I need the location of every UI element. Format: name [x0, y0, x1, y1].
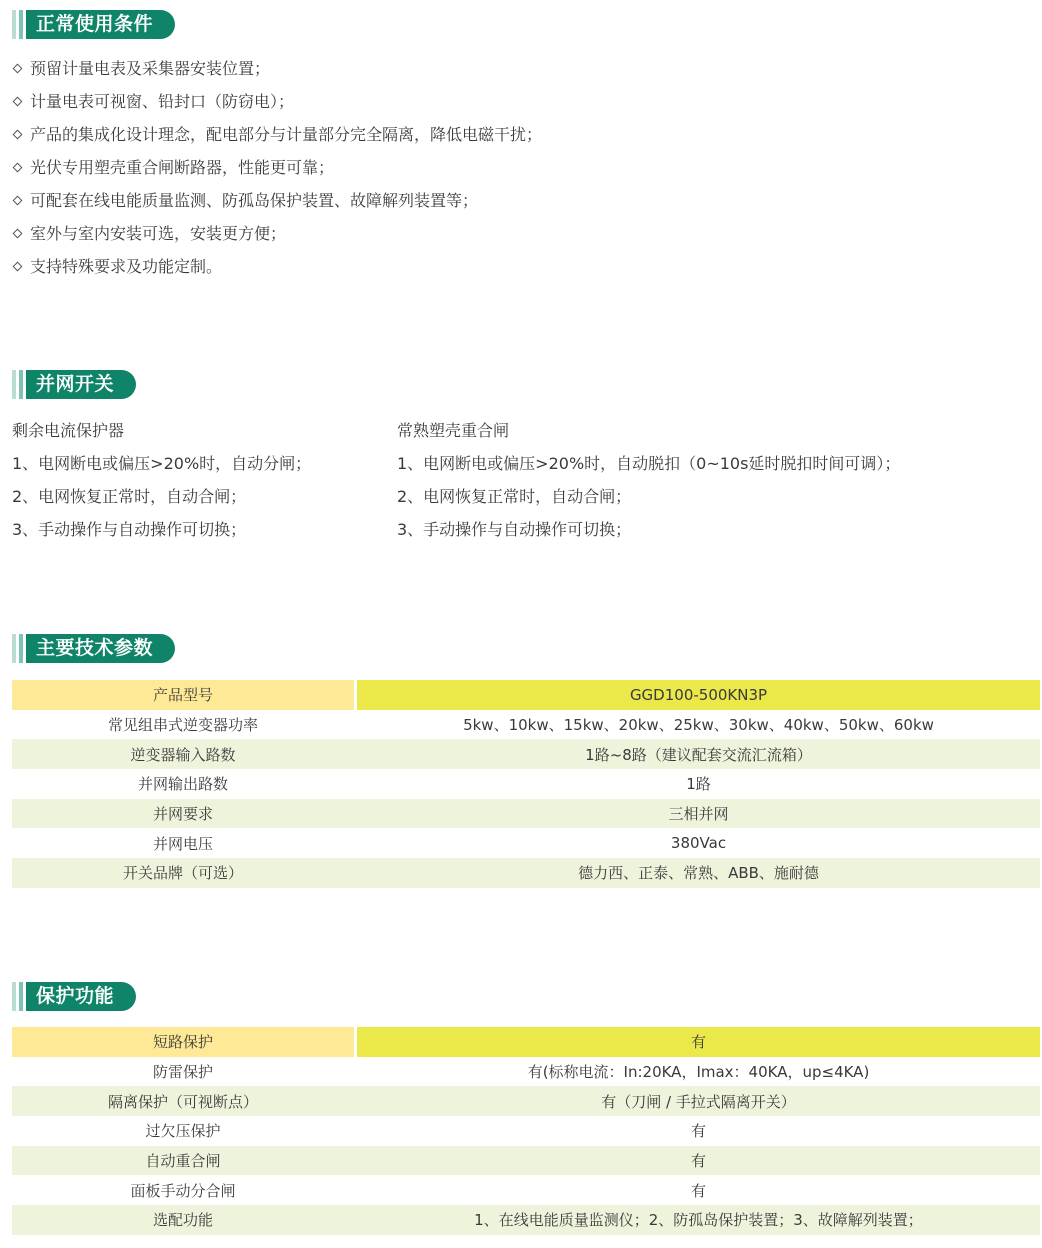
table-cell-value: 1路~8路（建议配套交流汇流箱） — [357, 739, 1040, 769]
section-title-label: 主要技术参数 — [26, 634, 175, 663]
table-cell-key: 逆变器输入路数 — [12, 739, 354, 769]
diamond-bullet-icon — [13, 130, 23, 140]
table-cell-value: 5kw、10kw、15kw、20kw、25kw、30kw、40kw、50kw、60kw — [463, 716, 934, 735]
table-cell-value: 有 — [357, 1027, 1040, 1057]
section-title-protection — [12, 982, 136, 1011]
table-row — [12, 1146, 1040, 1176]
switch-left-column — [12, 414, 311, 546]
table-cell-value: 有 — [357, 1146, 1040, 1176]
section-title-label: 正常使用条件 — [26, 10, 175, 39]
table-cell-value: 三相并网 — [357, 799, 1040, 829]
section-title-label: 并网开关 — [26, 370, 136, 399]
list-item: 预留计量电表及采集器安装位置； — [12, 52, 542, 85]
diamond-bullet-icon — [13, 229, 23, 239]
table-cell-key: 面板手动分合闸 — [130, 1181, 236, 1200]
switch-right-column — [397, 414, 900, 546]
table-row — [12, 1086, 1040, 1116]
list-item: 1、电网断电或偏压>20%时，自动分闸； — [12, 454, 312, 473]
list-item: 2、电网恢复正常时，自动合闸； — [12, 487, 247, 506]
table-cell-key: 并网输出路数 — [137, 775, 228, 794]
table-cell-key: 并网电压 — [152, 834, 213, 853]
table-row — [12, 858, 1040, 888]
list-item: 剩余电流保护器 — [12, 421, 125, 440]
list-item: 支持特殊要求及功能定制。 — [12, 250, 542, 283]
diamond-bullet-icon — [13, 97, 23, 107]
section-title-conditions — [12, 10, 175, 39]
title-stripes — [12, 982, 26, 1011]
table-row — [12, 1027, 1040, 1057]
list-item: 1、电网断电或偏压>20%时，自动脱扣（0~10s延时脱扣时间可调）； — [397, 454, 901, 473]
table-row — [12, 680, 1040, 710]
title-stripes — [12, 10, 26, 39]
table-cell-value: 有 — [690, 1122, 706, 1141]
table-row — [12, 799, 1040, 829]
params-table — [12, 680, 1040, 888]
table-cell-value: 有（刀闸 / 手拉式隔离开关） — [357, 1086, 1040, 1116]
table-cell-value: 1路 — [686, 775, 711, 794]
table-cell-value: 有 — [690, 1181, 706, 1200]
table-cell-value: 1、在线电能质量监测仪；2、防孤岛保护装置；3、故障解列装置； — [357, 1205, 1040, 1235]
table-cell-key: 短路保护 — [12, 1027, 354, 1057]
list-item: 计量电表可视窗、铅封口（防窃电）； — [12, 85, 542, 118]
table-cell-key: 并网要求 — [12, 799, 354, 829]
table-cell-key: 选配功能 — [12, 1205, 354, 1235]
diamond-bullet-icon — [13, 163, 23, 173]
diamond-bullet-icon — [13, 64, 23, 74]
table-cell-key: 常见组串式逆变器功率 — [107, 716, 258, 735]
table-cell-value: GGD100-500KN3P — [357, 680, 1040, 710]
section-title-label: 保护功能 — [26, 982, 136, 1011]
table-cell-key: 产品型号 — [12, 680, 354, 710]
table-row — [12, 828, 1040, 858]
table-row — [12, 1057, 1040, 1087]
list-item: 可配套在线电能质量监测、防孤岛保护装置、故障解列装置等； — [12, 184, 542, 217]
list-item: 室外与室内安装可选，安装更方便； — [12, 217, 542, 250]
list-item: 光伏专用塑壳重合闸断路器，性能更可靠； — [12, 151, 542, 184]
table-row — [12, 739, 1040, 769]
list-item: 常熟塑壳重合闸 — [397, 421, 510, 440]
table-cell-value: 有(标称电流：In:20KA，Imax：40KA，up≤4KA) — [527, 1063, 870, 1082]
title-stripes — [12, 634, 26, 663]
section-title-switch — [12, 370, 136, 399]
list-item: 产品的集成化设计理念，配电部分与计量部分完全隔离，降低电磁干扰； — [12, 118, 542, 151]
table-row — [12, 1175, 1040, 1205]
diamond-bullet-icon — [13, 196, 23, 206]
diamond-bullet-icon — [13, 262, 23, 272]
table-cell-key: 自动重合闸 — [12, 1146, 354, 1176]
section-title-params — [12, 634, 175, 663]
list-item: 2、电网恢复正常时，自动合闸； — [397, 487, 632, 506]
table-cell-key: 防雷保护 — [152, 1063, 213, 1082]
list-item: 3、手动操作与自动操作可切换； — [397, 520, 632, 539]
conditions-list — [12, 52, 542, 283]
list-item: 3、手动操作与自动操作可切换； — [12, 520, 247, 539]
table-cell-value: 德力西、正泰、常熟、ABB、施耐德 — [357, 858, 1040, 888]
table-row — [12, 710, 1040, 740]
table-row — [12, 769, 1040, 799]
table-row — [12, 1116, 1040, 1146]
table-cell-key: 隔离保护（可视断点） — [12, 1086, 354, 1116]
protection-table — [12, 1027, 1040, 1235]
title-stripes — [12, 370, 26, 399]
table-cell-key: 过欠压保护 — [145, 1122, 221, 1141]
table-row — [12, 1205, 1040, 1235]
table-cell-key: 开关品牌（可选） — [12, 858, 354, 888]
table-cell-value: 380Vac — [670, 834, 727, 853]
